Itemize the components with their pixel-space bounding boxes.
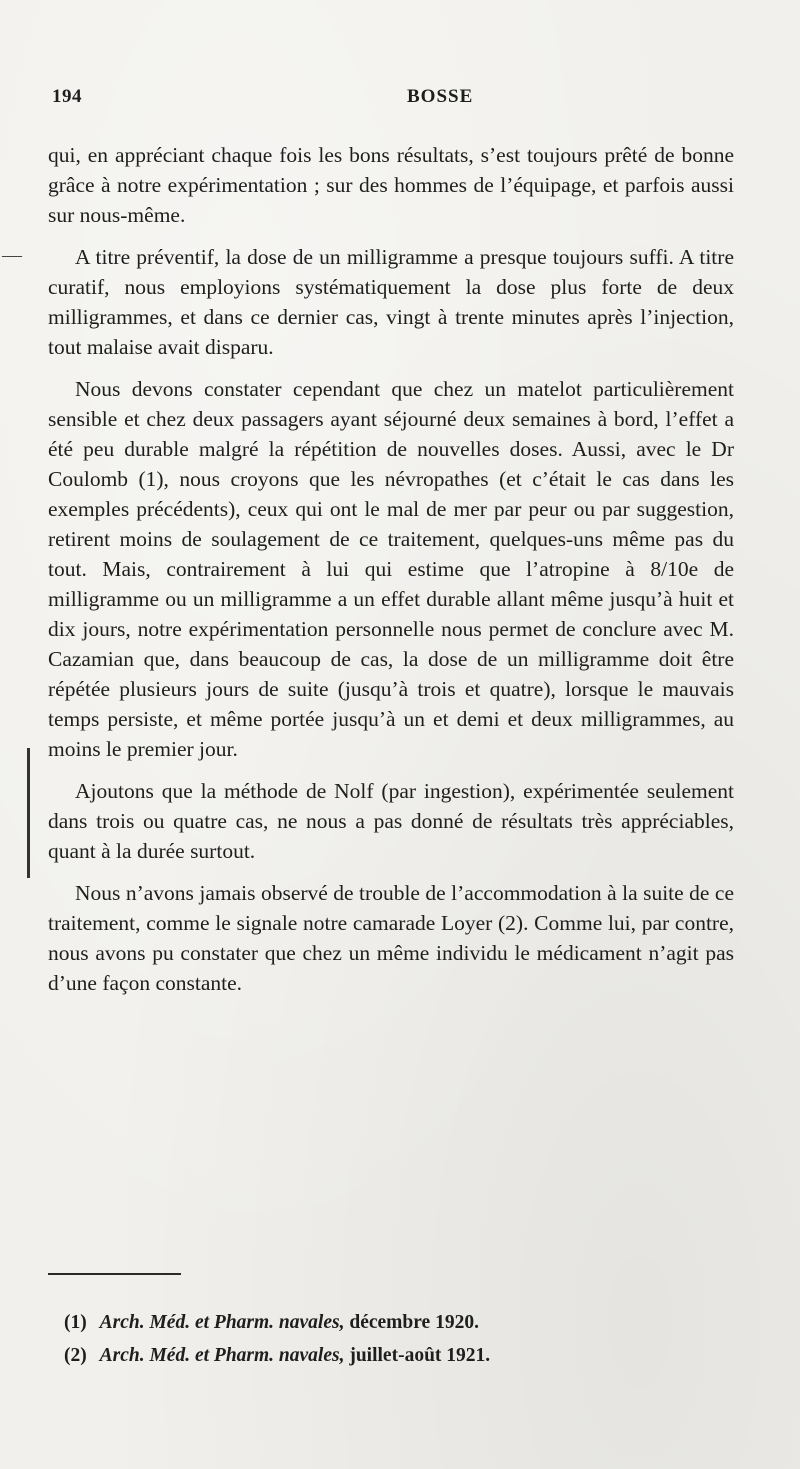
footnote-source: Arch. Méd. et Pharm. navales,	[99, 1345, 345, 1366]
footnotes	[64, 1306, 704, 1372]
page-number: 194	[52, 86, 82, 107]
margin-annotation-dash: —	[2, 244, 22, 266]
paragraph-2: A titre préventif, la dose de un milligramme a presque toujours suffi. A titre curatif, nous employions systématiquement la dose plus forte de deux milligrammes, et dans ce dernier cas, vingt à trente minutes après l’injection, tout malaise avait disparu.	[48, 245, 734, 359]
body-text	[48, 140, 734, 1010]
footnote-number: (1)	[64, 1312, 87, 1333]
footnote-number: (2)	[64, 1345, 87, 1366]
paragraph-4: Ajoutons que la méthode de Nolf (par ingestion), expérimentée seulement dans trois ou quatre cas, ne nous a pas donné de résultats très appréciables, quant à la durée surtout.	[48, 779, 734, 863]
footnote-date: décembre 1920.	[349, 1312, 479, 1333]
paragraph-3: Nous devons constater cependant que chez un matelot particulièrement sensible et chez deux passagers ayant séjourné deux semaines à bord, l’effet a été peu durable malgré la répétition de nouvelles doses. Aussi, avec le Dr Coulomb (1), nous croyons que les névropathes (et c’était le cas dans les exemples précédents), ceux qui ont le mal de mer par peur ou par suggestion, retirent moins de soulagement de ce traitement, quelques-uns même pas du tout. Mais, contrairement à lui qui estime que l’atropine à 8/10e de milligramme ou un milligramme a un effet durable allant même jusqu’à huit et dix jours, notre expérimentation personnelle nous permet de conclure avec M. Cazamian que, dans beaucoup de cas, la dose de un milligramme doit être répétée plusieurs jours de suite (jusqu’à trois et quatre), lorsque le mauvais temps persiste, et même portée jusqu’à un et demi et deux milligrammes, au moins le premier jour.	[48, 377, 734, 761]
margin-sidebar-line	[27, 748, 30, 878]
paragraph-1: qui, en appréciant chaque fois les bons résultats, s’est toujours prêté de bonne grâce à notre expérimentation ; sur des hommes de l’équipage, et parfois aussi sur nous-même.	[48, 143, 734, 227]
paragraph-5: Nous n’avons jamais observé de trouble de l’accommodation à la suite de ce traitement, comme le signale notre camarade Loyer (2). Comme lui, par contre, nous avons pu constater que chez un même individu le médicament n’agit pas d’une façon constante.	[48, 881, 734, 995]
footnote-divider	[48, 1273, 181, 1275]
page-header	[52, 86, 736, 114]
footnote-1	[64, 1306, 704, 1339]
footnote-2	[64, 1339, 704, 1372]
footnote-source: Arch. Méd. et Pharm. navales,	[99, 1312, 345, 1333]
footnote-date: juillet-août 1921.	[349, 1345, 491, 1366]
running-title: BOSSE	[407, 86, 474, 107]
